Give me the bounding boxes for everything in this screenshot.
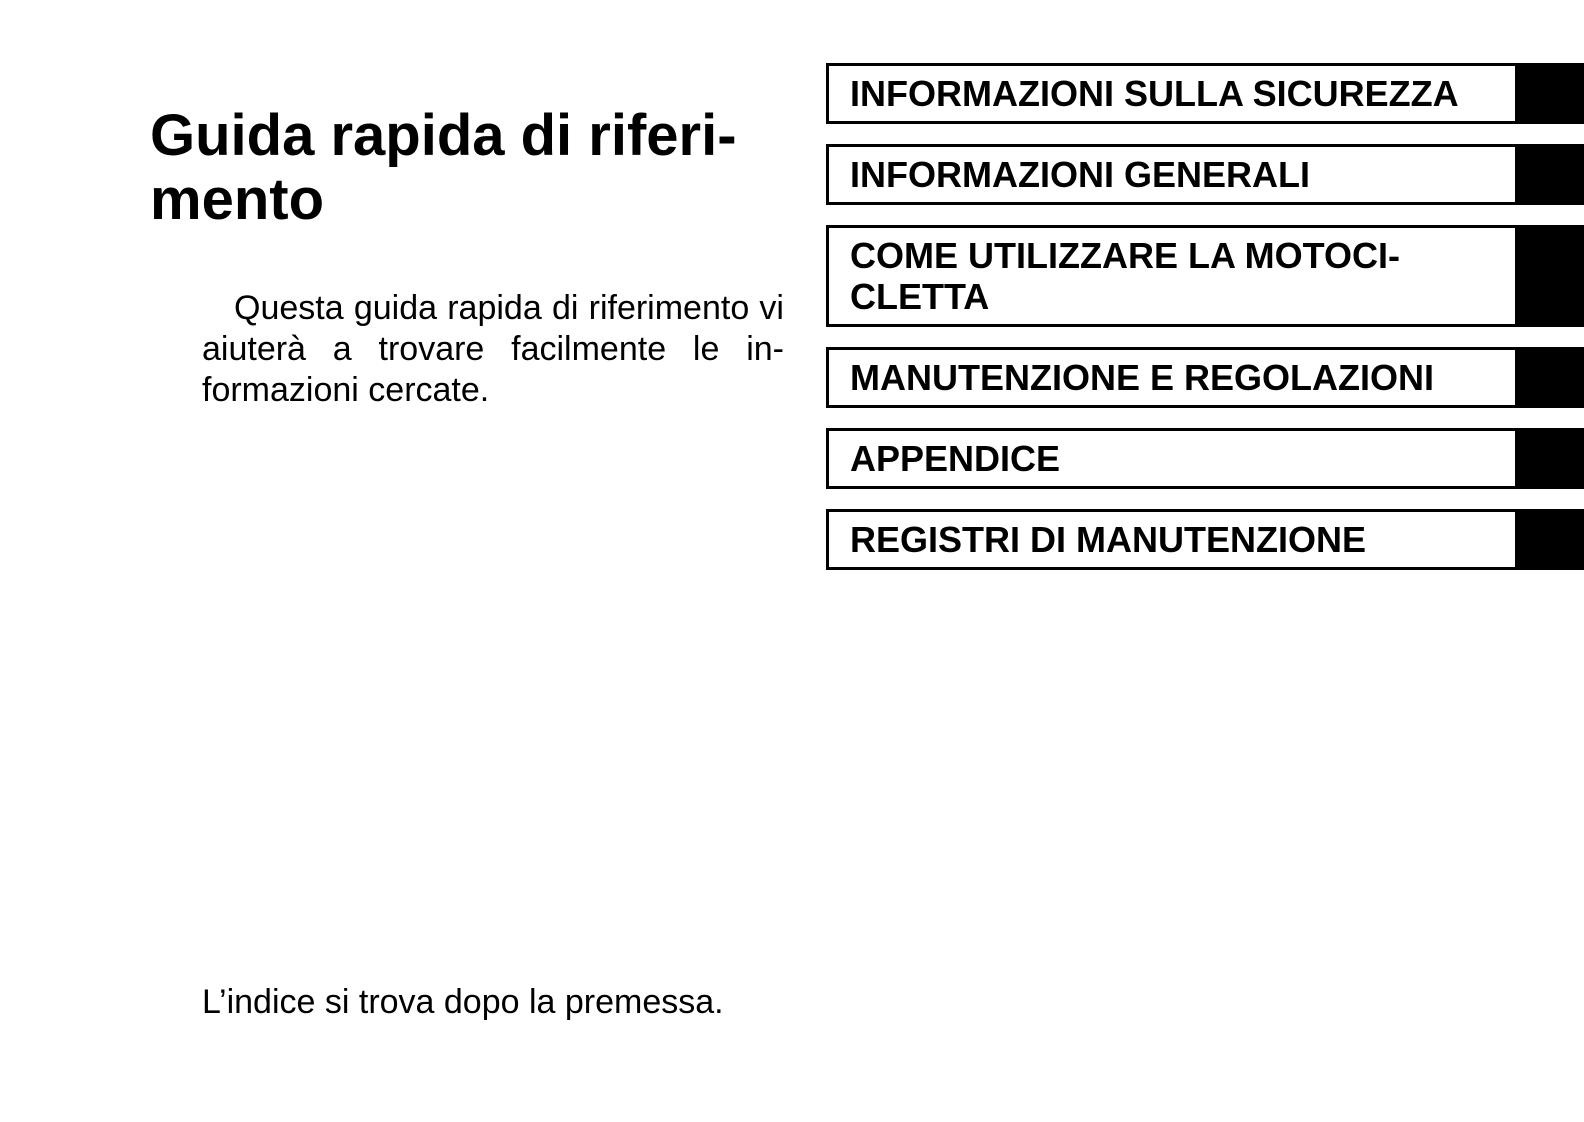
page-title: Guida rapida di riferi- mento [150,103,737,232]
section-tab-label: COME UTILIZZARE LA MOTOCI- CLETTA [826,225,1518,327]
section-tab-appendix[interactable] [826,428,1584,489]
section-tab-safety[interactable] [826,63,1584,124]
section-tab-label: MANUTENZIONE E REGOLAZIONI [826,347,1518,408]
section-tab-label: REGISTRI DI MANUTENZIONE [826,509,1518,570]
section-tab-maintenance-records[interactable] [826,509,1584,570]
intro-paragraph: Questa guida rapida di riferimento vi aiuterà a trovare facilmente le in- formazioni cercate. [202,289,784,409]
section-tab-maintenance[interactable] [826,347,1584,408]
section-tab-operation[interactable] [826,225,1584,327]
section-thumb-marker [1518,225,1584,327]
section-tab-label: INFORMAZIONI SULLA SICUREZZA [826,63,1518,124]
section-thumb-marker [1518,428,1584,489]
section-thumb-marker [1518,144,1584,205]
section-tab-general-info[interactable] [826,144,1584,205]
index-note: L’indice si trova dopo la premessa. [202,983,724,1021]
section-thumb-marker [1518,509,1584,570]
section-thumb-marker [1518,63,1584,124]
section-thumb-marker [1518,347,1584,408]
section-tab-label: INFORMAZIONI GENERALI [826,144,1518,205]
section-tab-label: APPENDICE [826,428,1518,489]
